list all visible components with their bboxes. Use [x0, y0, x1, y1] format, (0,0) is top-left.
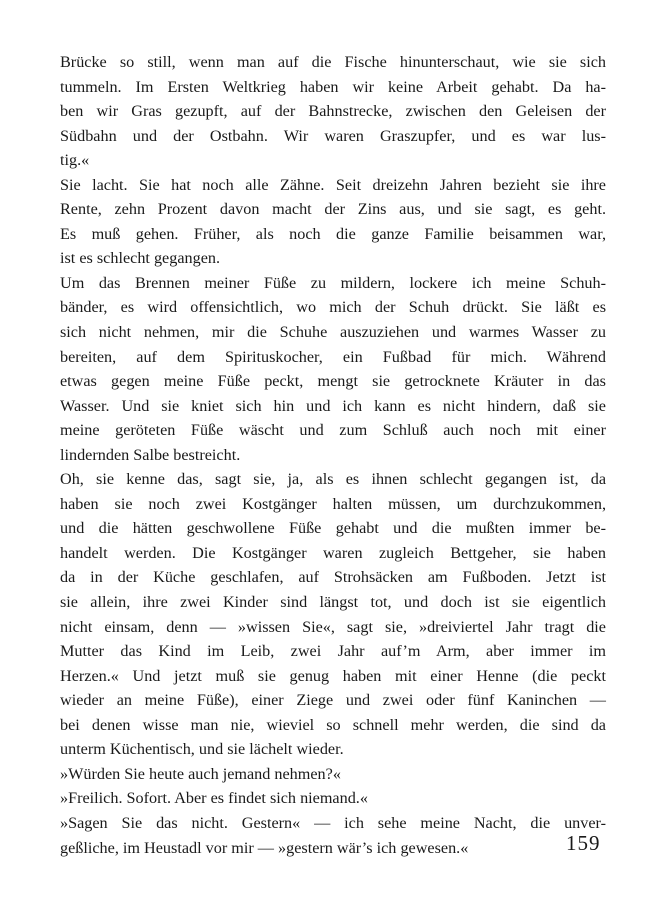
text-line: nicht einsam, denn — »wissen Sie«, sagt sie, »dreiviertel Jahr tragt die — [60, 617, 606, 636]
text-line: Oh, sie kenne das, sagt sie, ja, als es ihnen schlecht gegangen ist, da — [60, 470, 606, 489]
text-line: wieder an meine Füße), einer Ziege und zwei oder fünf Kaninchen — — [60, 691, 606, 710]
text-line: ist es schlecht gegangen. — [60, 249, 221, 268]
text-line: tig.« — [60, 151, 90, 170]
text-line: Südbahn und der Ostbahn. Wir waren Graszupfer, und es war lus- — [60, 126, 606, 145]
text-line: sie allein, ihre zwei Kinder sind längst tot, und doch ist sie eigentlich — [60, 593, 606, 612]
text-line: bänder, es wird offensichtlich, wo mich der Schuh drückt. Sie läßt es — [60, 298, 606, 317]
text-line: meine geröteten Füße wäscht und zum Schluß auch noch mit einer — [60, 421, 606, 440]
body-text — [60, 50, 606, 860]
text-line: bei denen wisse man nie, wieviel so schnell mehr werden, die sind da — [60, 715, 606, 734]
text-line: »Freilich. Sofort. Aber es findet sich niemand.« — [60, 789, 368, 808]
text-line: Sie lacht. Sie hat noch alle Zähne. Seit dreizehn Jahren bezieht sie ihre — [60, 175, 606, 194]
page-number: 159 — [566, 831, 601, 855]
text-line: Herzen.« Und jetzt muß sie genug haben mit einer Henne (die peckt — [60, 666, 606, 685]
text-line: geßliche, im Heustadl vor mir — »gestern wär’s ich gewesen.« — [60, 838, 469, 857]
text-line: sich nicht nehmen, mir die Schuhe auszuziehen und warmes Wasser zu — [60, 323, 606, 342]
text-line: und die hätten geschwollene Füße gehabt und die mußten immer be- — [60, 519, 606, 538]
text-line: Mutter das Kind im Leib, zwei Jahr auf’m Arm, aber immer im — [60, 642, 606, 661]
text-line: Rente, zehn Prozent davon macht der Zins aus, und sie sagt, es geht. — [60, 200, 606, 219]
text-line: unterm Küchentisch, und sie lächelt wieder. — [60, 740, 344, 759]
text-line: da in der Küche geschlafen, auf Strohsäcken am Fußboden. Jetzt ist — [60, 568, 606, 587]
text-line: »Sagen Sie das nicht. Gestern« — ich sehe meine Nacht, die unver- — [60, 813, 606, 832]
text-line: bereiten, auf dem Spirituskocher, ein Fußbad für mich. Während — [60, 347, 606, 366]
text-line: Es muß gehen. Früher, als noch die ganze Familie beisammen war, — [60, 224, 606, 243]
text-line: handelt werden. Die Kostgänger waren zugleich Bettgeher, sie haben — [60, 543, 606, 562]
text-line: Um das Brennen meiner Füße zu mildern, lockere ich meine Schuh- — [60, 273, 606, 292]
text-line: haben sie noch zwei Kostgänger halten müssen, um durchzukommen, — [60, 494, 606, 513]
text-line: lindernden Salbe bestreicht. — [60, 445, 241, 464]
text-line: ben wir Gras gezupft, auf der Bahnstrecke, zwischen den Geleisen der — [60, 102, 606, 121]
text-line: etwas gegen meine Füße peckt, mengt sie getrocknete Kräuter in das — [60, 372, 606, 391]
text-line: »Würden Sie heute auch jemand nehmen?« — [60, 764, 341, 783]
text-line: Brücke so still, wenn man auf die Fische hinunterschaut, wie sie sich — [60, 53, 606, 71]
text-line: Wasser. Und sie kniet sich hin und ich kann es nicht hindern, daß sie — [60, 396, 606, 415]
text-line: tummeln. Im Ersten Weltkrieg haben wir keine Arbeit gehabt. Da ha- — [60, 77, 606, 96]
